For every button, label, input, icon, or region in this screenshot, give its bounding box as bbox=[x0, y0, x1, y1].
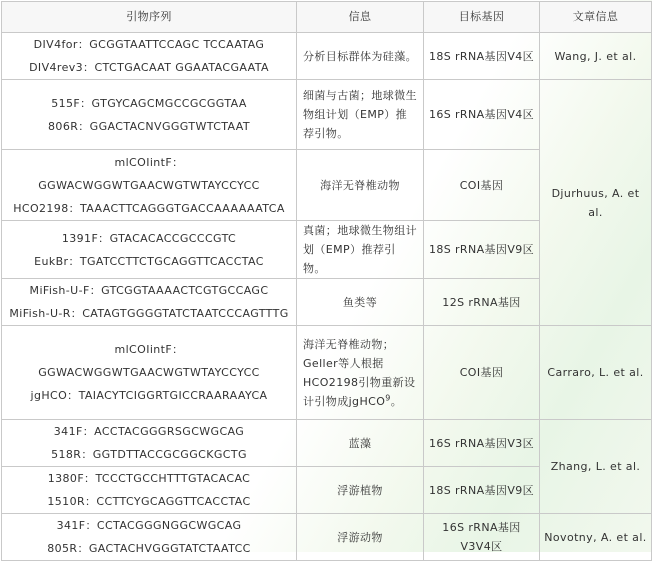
primer-line: 341F：CCTACGGGNGGCWGCAG bbox=[56, 519, 242, 532]
primer-cell bbox=[2, 150, 297, 221]
primer-line: 1380F：TCCCTGCCHTTTGTACACAC bbox=[47, 472, 251, 485]
primer-line: 1391F：GTACACACCGCCCGTC bbox=[61, 231, 237, 245]
primer-line: jgHCO：TAIACYTCIGGRTGICCRAARAAYCA bbox=[30, 389, 268, 402]
table-row bbox=[2, 514, 652, 561]
info-cell: 浮游动物 bbox=[297, 514, 424, 561]
table-row bbox=[2, 326, 652, 420]
header-info: 信息 bbox=[297, 2, 424, 33]
table-row bbox=[2, 420, 652, 467]
primer-line: 518R：GGTDTTACCGCGGCKGCTG bbox=[51, 448, 247, 461]
primer-line: 515F：GTGYCAGCMGCCGCGGTAA bbox=[51, 96, 247, 110]
ref-cell: Carraro, L. et al. bbox=[540, 326, 652, 420]
primer-line: 805R：GACTACHVGGGTATCTAATCC bbox=[47, 542, 251, 555]
gene-cell: COI基因 bbox=[424, 326, 540, 420]
gene-cell: 12S rRNA基因 bbox=[424, 279, 540, 326]
ref-cell: Wang, J. et al. bbox=[540, 33, 652, 80]
primer-line: MiFish-U-F：GTCGGTAAAACTCGTGCCAGC bbox=[29, 284, 269, 297]
primer-cell bbox=[2, 514, 297, 561]
info-cell: 真菌；地球微生物组计划（EMP）推荐引物。 bbox=[297, 221, 424, 279]
info-cell: 细菌与古菌；地球微生物组计划（EMP）推荐引物。 bbox=[297, 80, 424, 150]
citation-superscript: 9 bbox=[385, 392, 391, 402]
primer-cell bbox=[2, 326, 297, 420]
primer-cell bbox=[2, 467, 297, 514]
info-cell: 浮游植物 bbox=[297, 467, 424, 514]
primer-cell bbox=[2, 80, 297, 150]
primer-cell bbox=[2, 279, 297, 326]
primer-line: mlCOIintF：GGWACWGGWTGAACWGTWTAYCCYCC bbox=[38, 343, 260, 379]
header-row bbox=[2, 2, 652, 33]
primer-cell bbox=[2, 221, 297, 279]
info-cell: 海洋无脊椎动物 bbox=[297, 150, 424, 221]
info-cell: 蓝藻 bbox=[297, 420, 424, 467]
gene-cell: 18S rRNA基因V9区 bbox=[424, 467, 540, 514]
header-gene: 目标基因 bbox=[424, 2, 540, 33]
header-ref: 文章信息 bbox=[540, 2, 652, 33]
table-row bbox=[2, 80, 652, 150]
ref-cell: Djurhuus, A. et al. bbox=[540, 80, 652, 326]
table-row bbox=[2, 33, 652, 80]
info-text-end: 。 bbox=[390, 394, 403, 408]
primer-line: EukBr：TGATCCTTCTGCAGGTTCACCTAC bbox=[34, 254, 264, 268]
primer-cell bbox=[2, 33, 297, 80]
primer-line: 1510R：CCTTCYGCAGGTTCACCTAC bbox=[47, 495, 251, 508]
gene-cell: 16S rRNA基因V4区 bbox=[424, 80, 540, 150]
primer-cell bbox=[2, 420, 297, 467]
info-text: 海洋无脊椎动物；Geller等人根据HCO2198引物重新设计引物成jgHCO bbox=[303, 337, 416, 408]
primer-line: MiFish-U-R：CATAGTGGGGTATCTAATCCCAGTTTG bbox=[9, 307, 289, 320]
gene-cell: 16S rRNA基因V3区 bbox=[424, 420, 540, 467]
gene-cell: 18S rRNA基因V9区 bbox=[424, 221, 540, 279]
primer-line: DIV4for：GCGGTAATTCCAGC TCCAATAG bbox=[33, 38, 265, 51]
ref-cell: Zhang, L. et al. bbox=[540, 420, 652, 514]
primer-table bbox=[1, 1, 652, 561]
primer-line: 341F：ACCTACGGGRSGCWGCAG bbox=[53, 425, 245, 438]
gene-cell: 16S rRNA基因V3V4区 bbox=[424, 514, 540, 561]
info-cell: 鱼类等 bbox=[297, 279, 424, 326]
gene-cell: COI基因 bbox=[424, 150, 540, 221]
gene-cell: 18S rRNA基因V4区 bbox=[424, 33, 540, 80]
primer-line: mlCOIintF：GGWACWGGWTGAACWGTWTAYCCYCC bbox=[38, 155, 260, 192]
primer-line: DIV4rev3：CTCTGACAAT GGAATACGAATA bbox=[29, 61, 269, 74]
ref-cell: Novotny, A. et al. bbox=[540, 514, 652, 561]
primer-line: 806R：GGACTACNVGGGTWTCTAAT bbox=[48, 119, 250, 133]
primer-line: HCO2198：TAAACTTCAGGGTGACCAAAAAATCA bbox=[13, 201, 285, 215]
info-cell: 分析目标群体为硅藻。 bbox=[297, 33, 424, 80]
header-primer: 引物序列 bbox=[2, 2, 297, 33]
info-cell bbox=[297, 326, 424, 420]
